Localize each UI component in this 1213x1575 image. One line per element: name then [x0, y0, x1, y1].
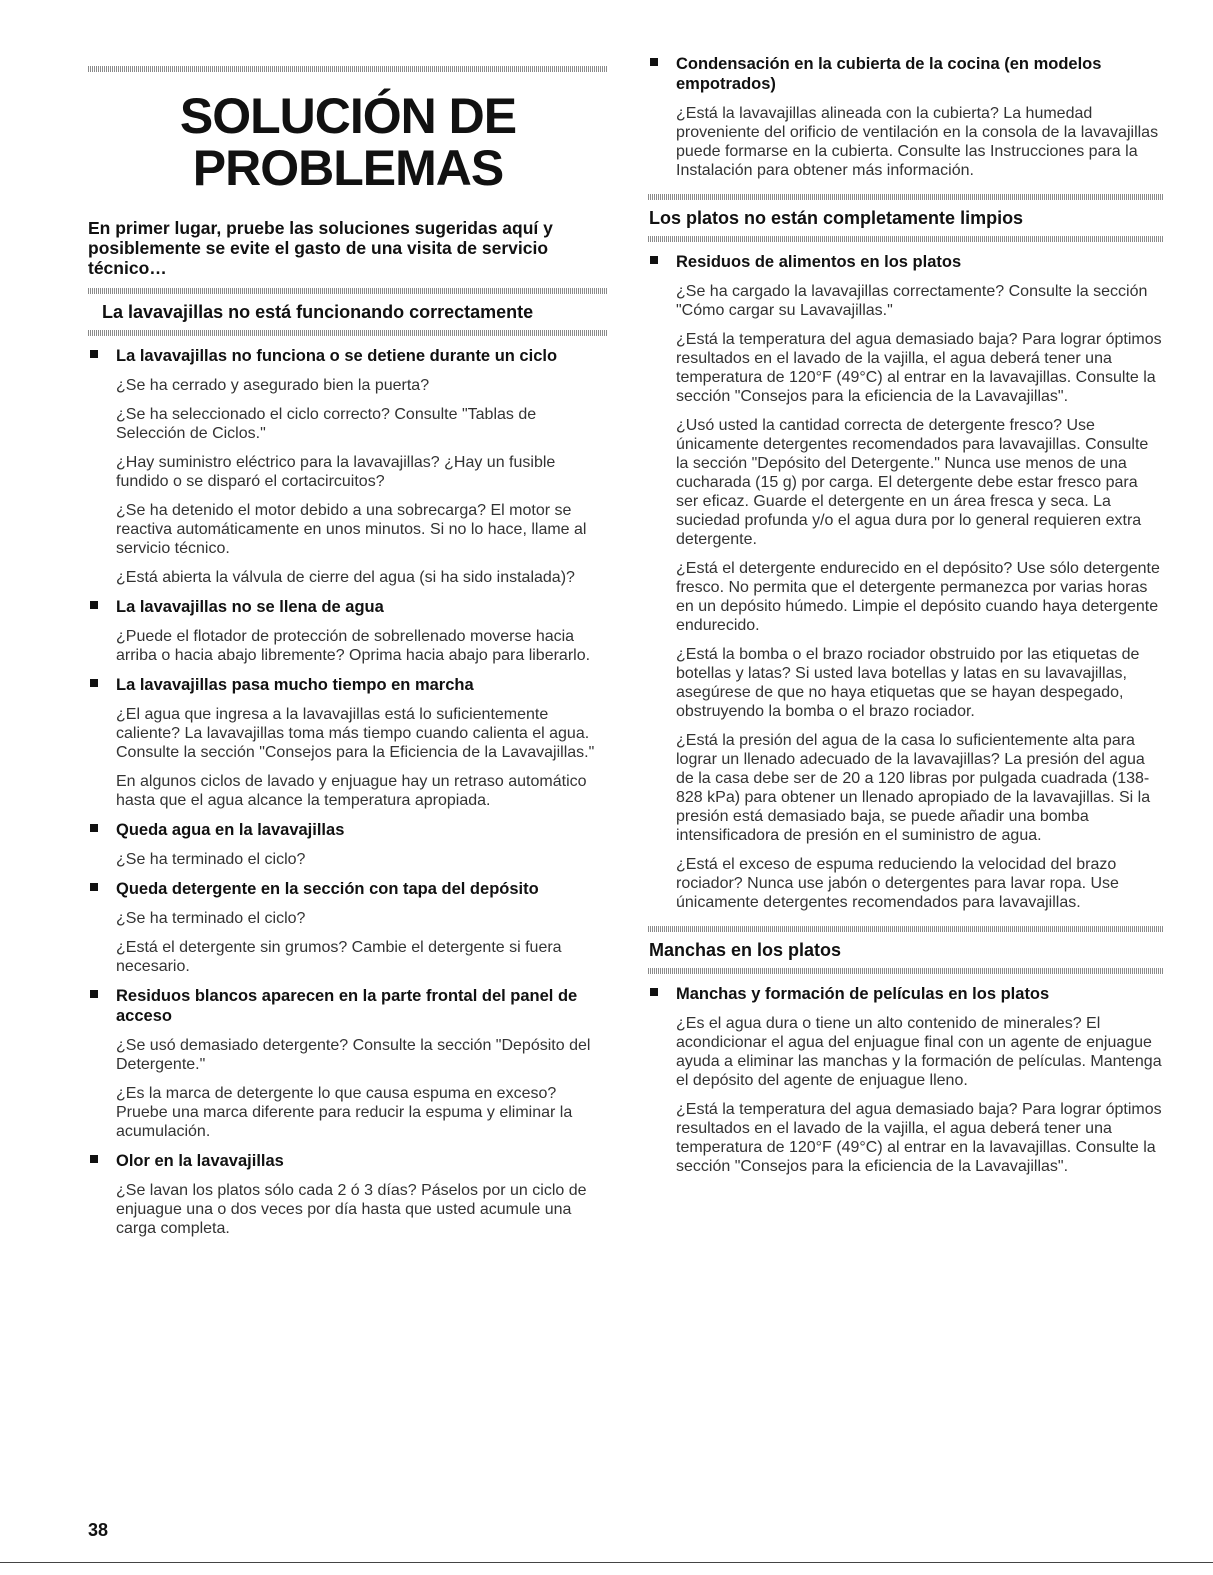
item-paragraph: ¿Se ha cargado la lavavajillas correctamente? Consulte la sección "Cómo cargar su Lavavajillas.": [676, 283, 1148, 319]
section-rule: [648, 236, 1163, 242]
page-title: [88, 90, 608, 194]
section-rule: [88, 330, 608, 336]
list-item: [648, 54, 1163, 180]
left-column: [88, 0, 608, 1238]
section-heading: La lavavajillas no está funcionando correctamente: [102, 302, 534, 322]
right-column: [648, 0, 1163, 1176]
list-item: [88, 879, 608, 976]
item-paragraph: ¿Está la temperatura del agua demasiado baja? Para lograr óptimos resultados en el lavado de la vajilla, el agua deberá tener una temperatura de 120°F (49°C) al entrar en la lavavajillas. Consulte la sección "Consejos para la eficiencia de la Lavavajillas".: [676, 1101, 1162, 1175]
item-paragraph: ¿Se ha cerrado y asegurado bien la puerta?: [116, 377, 430, 394]
section-heading: Los platos no están completamente limpios: [649, 208, 1024, 228]
right-items-1: [648, 252, 1163, 912]
square-bullet-icon: [90, 990, 98, 998]
list-item: [88, 597, 608, 665]
item-title: La lavavajillas pasa mucho tiempo en marcha: [116, 676, 474, 694]
square-bullet-icon: [650, 988, 658, 996]
item-paragraph: ¿Está la bomba o el brazo rociador obstruido por las etiquetas de botellas y latas? Si usted lava botellas y latas en su lavavajillas, asegúrese de que no haya etiquetas que se hayan despegado, obstruyendo la bomba o el brazo rociador.: [676, 646, 1140, 720]
square-bullet-icon: [650, 256, 658, 264]
right-items-2: [648, 984, 1163, 1176]
list-item: [88, 1151, 608, 1238]
item-title: Condensación en la cubierta de la cocina (en modelos empotrados): [676, 55, 1102, 93]
list-item: [648, 252, 1163, 912]
square-bullet-icon: [90, 601, 98, 609]
item-title: Residuos de alimentos en los platos: [676, 253, 962, 271]
page-title-line-2: PROBLEMAS: [192, 140, 504, 196]
item-paragraph: ¿Hay suministro eléctrico para la lavavajillas? ¿Hay un fusible fundido o se disparó el cortacircuitos?: [116, 454, 556, 490]
item-paragraph: ¿Se lavan los platos sólo cada 2 ó 3 días? Páselos por un ciclo de enjuague una o dos veces por día hasta que usted acumule una carga completa.: [116, 1182, 587, 1237]
item-paragraph: ¿Se ha terminado el ciclo?: [116, 851, 306, 868]
item-paragraph: En algunos ciclos de lavado y enjuague hay un retraso automático hasta que el agua alcance la temperatura apropiada.: [116, 773, 587, 809]
item-paragraph: ¿Se ha detenido el motor debido a una sobrecarga? El motor se reactiva automáticamente en unos minutos. Si no lo hace, llame al servicio técnico.: [116, 502, 587, 557]
section-rule: [648, 968, 1163, 974]
square-bullet-icon: [90, 679, 98, 687]
square-bullet-icon: [90, 1155, 98, 1163]
item-title: Residuos blancos aparecen en la parte frontal del panel de acceso: [116, 987, 578, 1025]
square-bullet-icon: [90, 350, 98, 358]
right-top-items: [648, 54, 1163, 180]
section-heading: Manchas en los platos: [649, 940, 842, 960]
top-rule: [88, 66, 608, 72]
item-paragraph: ¿Puede el flotador de protección de sobrellenado moverse hacia arriba o hacia abajo libremente? Oprima hacia abajo para liberarlo.: [116, 628, 591, 664]
item-paragraph: ¿Está la temperatura del agua demasiado baja? Para lograr óptimos resultados en el lavado de la vajilla, el agua deberá tener una temperatura de 120°F (49°C) al entrar en la lavavajillas. Consulte la sección "Consejos para la eficiencia de la Lavavajillas".: [676, 331, 1162, 405]
item-paragraph: ¿Está abierta la válvula de cierre del agua (si ha sido instalada)?: [116, 569, 575, 586]
list-item: [88, 346, 608, 587]
item-paragraph: ¿Está el exceso de espuma reduciendo la velocidad del brazo rociador? Nunca use jabón o detergentes para lavar ropa. Use únicamente detergentes recomendados para lavavajillas.: [676, 856, 1119, 911]
page-title-line-1: SOLUCIÓN DE: [179, 88, 517, 144]
item-paragraph: ¿Es la marca de detergente lo que causa espuma en exceso? Pruebe una marca diferente para reducir la espuma y eliminar la acumulación.: [116, 1085, 573, 1140]
item-paragraph: ¿Está el detergente endurecido en el depósito? Use sólo detergente fresco. No permita que el detergente permanezca por varias horas en un depósito húmedo. Limpie el depósito cuando haya detergente endurecido.: [676, 560, 1160, 634]
item-paragraph: ¿Se usó demasiado detergente? Consulte la sección "Depósito del Detergente.": [116, 1037, 591, 1073]
item-paragraph: ¿Es el agua dura o tiene un alto contenido de minerales? El acondicionar el agua del enjuague final con un agente de enjuague ayuda a eliminar las manchas y la formación de películas. Mantenga el depósito del agente de enjuague lleno.: [676, 1015, 1162, 1089]
item-title: Queda detergente en la sección con tapa del depósito: [116, 880, 539, 898]
item-title: Olor en la lavavajillas: [116, 1152, 284, 1170]
item-paragraph: ¿Se ha seleccionado el ciclo correcto? Consulte "Tablas de Selección de Ciclos.": [116, 406, 537, 442]
item-paragraph: ¿Se ha terminado el ciclo?: [116, 910, 306, 927]
page-number: 38: [88, 1520, 109, 1540]
item-title: La lavavajillas no funciona o se detiene durante un ciclo: [116, 347, 558, 365]
list-item: [88, 986, 608, 1141]
square-bullet-icon: [90, 883, 98, 891]
item-paragraph: ¿Usó usted la cantidad correcta de detergente fresco? Use únicamente detergentes recomendados para lavavajillas. Consulte la sección "Depósito del Detergente." Nunca use menos de una cucharada (15 g) por carga. El detergente debe estar fresco para ser eficaz. Guarde el detergente en un área fresca y seca. La suciedad profunda y/o el agua dura por lo general requieren extra detergente.: [676, 417, 1149, 548]
item-title: Manchas y formación de películas en los platos: [676, 985, 1050, 1003]
left-items: [88, 346, 608, 1238]
intro-text: En primer lugar, pruebe las soluciones sugeridas aquí y posiblemente se evite el gasto de una visita de servicio técnico…: [88, 218, 553, 278]
list-item: [648, 984, 1163, 1176]
bottom-rule: [0, 1562, 1213, 1563]
item-paragraph: ¿Está la lavavajillas alineada con la cubierta? La humedad proveniente del orificio de ventilación en la consola de la lavavajillas puede formarse en la cubierta. Consulte las Instrucciones para la Instalación para obtener más información.: [676, 105, 1159, 179]
item-paragraph: ¿Está el detergente sin grumos? Cambie el detergente si fuera necesario.: [116, 939, 562, 975]
list-item: [88, 675, 608, 810]
item-title: La lavavajillas no se llena de agua: [116, 598, 384, 616]
list-item: [88, 820, 608, 869]
square-bullet-icon: [650, 58, 658, 66]
item-paragraph: ¿El agua que ingresa a la lavavajillas está lo suficientemente caliente? La lavavajillas toma más tiempo cuando calienta el agua. Consulte la sección "Consejos para la Eficiencia de la Lavavajillas.": [116, 706, 595, 761]
item-paragraph: ¿Está la presión del agua de la casa lo suficientemente alta para lograr un llenado adecuado de la lavavajillas? La presión del agua de la casa debe ser de 20 a 120 libras por pulgada cuadrada (138-828 kPa) para obtener un llenado apropiado de la lavavajillas. Si la presión está demasiado baja, se puede añadir una bomba intensificadora de presión en el suministro de agua.: [676, 732, 1151, 844]
item-title: Queda agua en la lavavajillas: [116, 821, 345, 839]
square-bullet-icon: [90, 824, 98, 832]
